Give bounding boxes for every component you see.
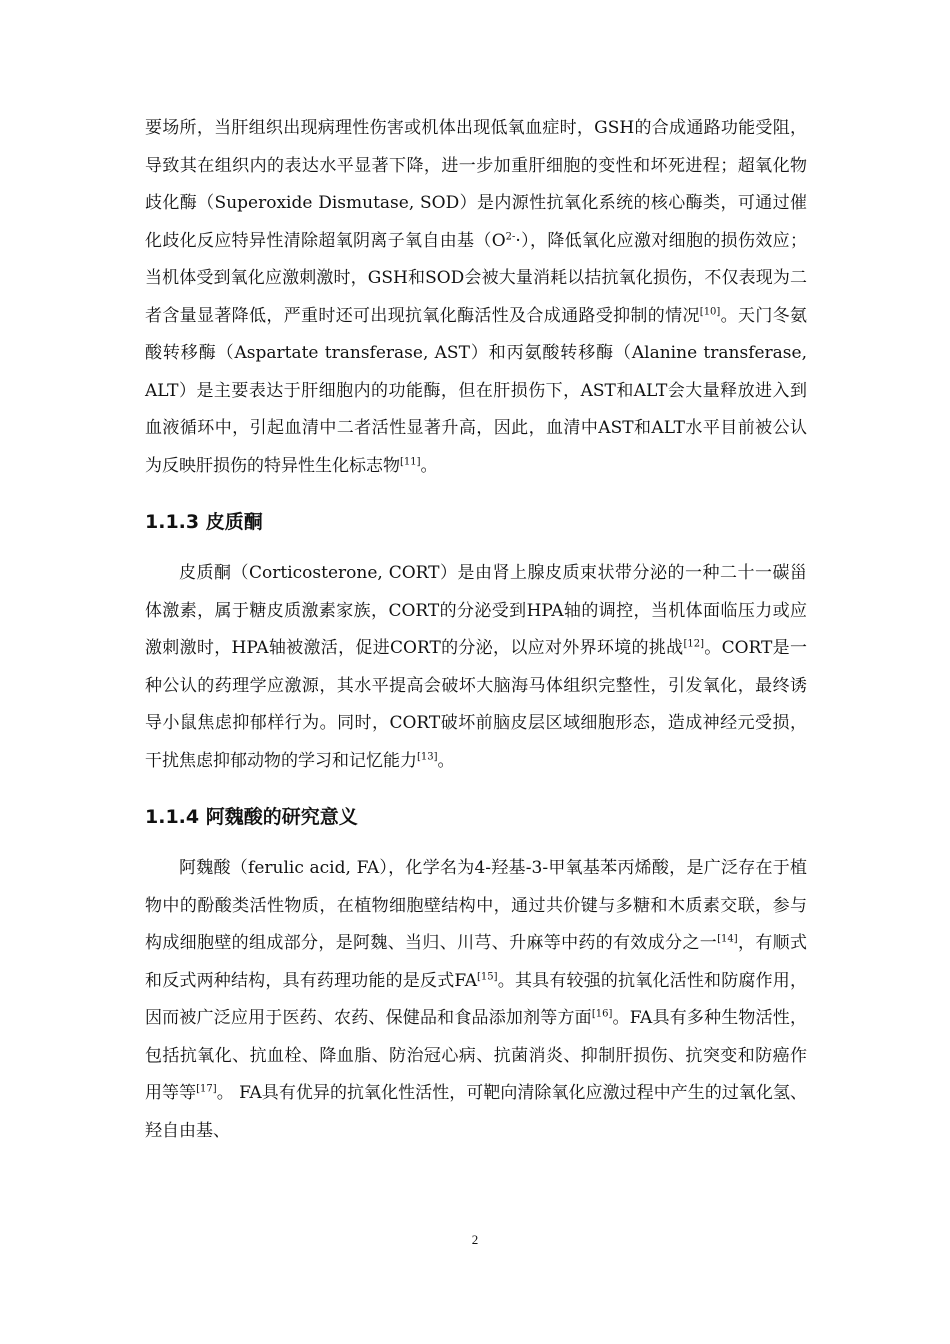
text-run: 。 — [420, 455, 438, 476]
text-run: 皮质酮（Corticosterone, CORT）是由肾上腺皮质束状带分泌的一种二十一碳甾体激素，属于糖皮质激素家族，CORT的分泌受到HPA轴的调控，当机体面临压力或应激刺激时，HPA轴被激活，促进CORT的分泌，以应对外界环境的挑战 — [145, 563, 807, 658]
citation-ref: [11] — [400, 455, 421, 467]
paragraph-corticosterone — [145, 555, 807, 780]
text-run: 阿魏酸（ferulic acid, FA），化学名为4-羟基-3-甲氧基苯丙烯酸，是广泛存在于植物中的酚酸类活性物质，在植物细胞壁结构中，通过共价键与多糖和木质素交联，参与构成细胞壁的组成部分，是阿魏、当归、川芎、升麻等中药的有效成分之一 — [145, 858, 807, 953]
text-run: ·），降低氧化应激对细胞的损伤效应；当机体受到氧化应激刺激时，GSH和SOD会被大量消耗以拮抗氧化损伤，不仅表现为二者含量显著降低，严重时还可出现抗氧化酶活性及合成通路受抑制的情况 — [145, 230, 808, 326]
citation-ref: [15] — [477, 970, 498, 982]
citation-ref: [12] — [683, 638, 704, 650]
text-run: 。其具有较强的抗氧化活性和防腐作用，因而被广泛应用于医药、农药、保健品和食品添加剂等方面 — [145, 970, 807, 1028]
text-run: 。FA具有多种生物活性，包括抗氧化、抗血栓、降血脂、防治冠心病、抗菌消炎、抑制肝损伤、抗突变和防癌作用等等 — [145, 1008, 807, 1103]
text-run: 。CORT是一种公认的药理学应激源，其水平提高会破坏大脑海马体组织完整性，引发氧化，最终诱导小鼠焦虑抑郁样行为。同时，CORT破坏前脑皮层区域细胞形态，造成神经元受损，干扰焦虑抑郁动物的学习和记忆能力 — [145, 638, 807, 771]
section-heading-ferulic-acid: 1.1.4 阿魏酸的研究意义 — [145, 806, 358, 828]
citation-ref: [13] — [417, 750, 438, 762]
text-run: ，有顺式和反式两种结构，具有药理功能的是反式FA — [145, 933, 808, 991]
text-run: 。天门冬氨酸转移酶（Aspartate transferase, AST）和丙氨酸转移酶（Alanine transferase, ALT）是主要表达于肝细胞内的功能酶，但在肝损伤下，AST和ALT会大量释放进入到血液循环中，引起血清中二者活性显著升高，因此，血清中AST和ALT水平目前被公认为反映肝损伤的特异性生化标志物 — [145, 305, 808, 476]
superscript-charge: 2- — [505, 230, 516, 242]
citation-ref: [17] — [196, 1083, 217, 1095]
page-number: 2 — [471, 1232, 479, 1247]
text-run: 。 — [437, 750, 455, 771]
paragraph-ferulic-acid — [145, 850, 807, 1150]
citation-ref: [14] — [717, 933, 738, 945]
document-body — [145, 110, 807, 1150]
text-run: 。 FA具有优异的抗氧化性活性，可靶向清除氧化应激过程中产生的过氧化氢、羟自由基、 — [145, 1083, 808, 1141]
text-run: 要场所，当肝组织出现病理性伤害或机体出现低氧血症时，GSH的合成通路功能受阻，导致其在组织内的表达水平显著下降，进一步加重肝细胞的变性和坏死进程；超氧化物歧化酶（Superoxide Dismutase, SOD）是内源性抗氧化系统的核心酶类，可通过催化歧化反应特异性清除超氧阴离子氧自由基（O — [145, 118, 807, 251]
citation-ref: [16] — [591, 1008, 613, 1020]
paragraph-liver-injury — [145, 110, 807, 485]
citation-ref: [10] — [699, 305, 721, 317]
section-heading-corticosterone: 1.1.3 皮质酮 — [145, 511, 263, 533]
